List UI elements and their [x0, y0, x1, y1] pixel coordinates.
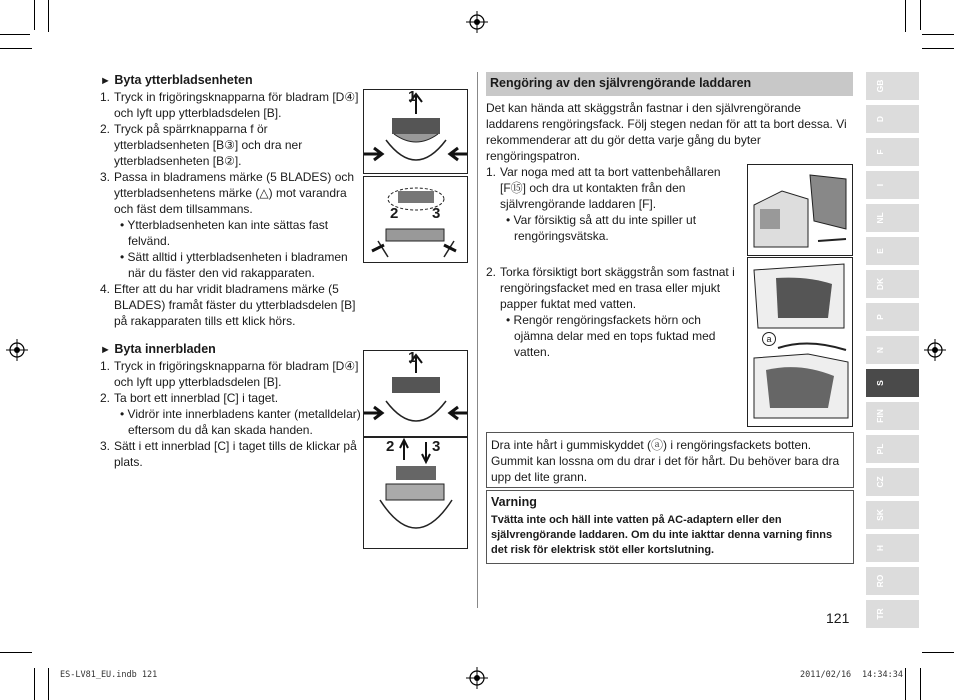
tab-dk[interactable]: DK — [866, 270, 919, 298]
footer-file: ES-LV81_EU.indb 121 — [60, 670, 158, 680]
step-4: 4. Efter att du har vridit bladramens märke (5 BLADES) framåt fäster du ytterbladsdelen [B] på rakapparaten tills ett klick hörs. — [100, 282, 356, 328]
note-text: Dra inte hårt i gummiskyddet (ⓐ) i rengöringsfackets botten. Gummit kan lossna om du drar i det för hårt. Du behöver bara dra upp det lite grann. — [491, 438, 840, 484]
tab-fin[interactable]: FIN — [866, 402, 919, 430]
figure-release-outer-blade — [363, 176, 468, 263]
registration-mark-icon — [924, 339, 946, 361]
tab-h[interactable]: H — [866, 534, 919, 562]
tab-p[interactable]: P — [866, 303, 919, 331]
tab-n[interactable]: N — [866, 336, 919, 364]
crop-mark — [0, 34, 30, 35]
bullet: • Rengör rengöringsfackets hörn och ojämna delar med en tops fuktad med vatten. — [506, 313, 716, 359]
crop-mark — [48, 668, 49, 700]
charger-illustration-icon — [748, 165, 852, 255]
tab-tr[interactable]: TR — [866, 600, 919, 628]
tab-e[interactable]: E — [866, 237, 919, 265]
step-3: 3. Passa in bladramens märke (5 BLADES) och ytterbladsenhetens märke (△) mot varandra och fäst dem tillsammans. — [100, 170, 355, 216]
tab-d[interactable]: D — [866, 105, 919, 133]
step-1: 1. Tryck in frigöringsknapparna för bladram [D④] och lyft upp ytterbladsdelen [B]. — [100, 359, 359, 389]
bullet: • Vidrör inte innerbladens kanter (metalldelar) eftersom du då kan skada handen. — [120, 407, 361, 437]
section-header — [486, 72, 853, 96]
step-2: 2. Ta bort ett innerblad [C] i taget. — [100, 391, 279, 405]
intro-paragraph: Det kan hända att skäggstrån fastnar i den självrengörande laddarens rengöringsfack. Följ stegen nedan för att ta bort dessa. Vi rekommenderar att du gör detta varje gång du byter rengöringspatron. — [486, 101, 847, 163]
crop-mark — [905, 0, 906, 32]
figure-lift-outer-blade — [363, 350, 468, 437]
shaver-illustration-icon — [364, 438, 467, 548]
tab-ro[interactable]: RO — [866, 567, 919, 595]
footer-date: 2011/02/16 — [800, 670, 852, 680]
figure-charger-remove-tank — [747, 164, 853, 256]
note-box — [486, 432, 854, 488]
section-title-inner-blade: ► Byta innerbladen — [100, 342, 216, 356]
step-number-label: 3 — [432, 205, 441, 222]
step-number-label: 1 — [408, 89, 417, 105]
right-steps — [486, 164, 738, 360]
crop-mark — [34, 0, 35, 30]
figure-remove-blade-frame — [363, 89, 468, 174]
callout-a-label: a — [762, 332, 776, 346]
crop-mark — [0, 652, 32, 653]
step-2: 2. Torka försiktigt bort skäggstrån som fastnat i rengöringsfacket med en trasa eller mjukt papper fuktat med vatten. — [486, 265, 735, 311]
left-column — [100, 72, 362, 470]
crop-mark — [920, 0, 921, 30]
crop-mark — [922, 48, 954, 49]
tab-i[interactable]: I — [866, 171, 919, 199]
crop-mark — [34, 668, 35, 700]
step-2: 2. Tryck på spärrknapparna f ör ytterbladsenheten [B③] och dra ner ytterbladsenheten [B②]. — [100, 122, 303, 168]
crop-mark — [922, 34, 954, 35]
crop-mark — [920, 668, 921, 700]
step-number-label: 2 — [386, 438, 395, 455]
warning-box — [486, 490, 854, 564]
bullet: • Sätt alltid i ytterbladsenheten i bladramen när du fäster den vid rakapparaten. — [120, 250, 348, 280]
step-3: 3. Sätt i ett innerblad [C] i taget tills de klickar på plats. — [100, 439, 357, 469]
step-1: 1. Tryck in frigöringsknapparna för bladram [D④] och lyft upp ytterbladsdelen [B]. — [100, 90, 359, 120]
figure-cleaning-compartment — [747, 257, 853, 427]
bullet: • Var försiktig så att du inte spiller ut rengöringsvätska. — [506, 213, 697, 243]
step-1: 1. Var noga med att ta bort vattenbehållaren [F⑮] och dra ut kontakten från den självrengörande laddaren [F]. — [486, 165, 721, 211]
crop-mark — [905, 668, 906, 700]
column-divider — [477, 72, 478, 608]
registration-mark-icon — [466, 667, 488, 689]
shaver-illustration-icon — [364, 177, 467, 262]
figure-inner-blades — [363, 437, 468, 549]
tab-gb[interactable]: GB — [866, 72, 919, 100]
registration-mark-icon — [6, 339, 28, 361]
tab-s[interactable]: S — [866, 369, 919, 397]
section-header-title: Rengöring av den självrengörande laddaren — [490, 76, 752, 90]
page-number: 121 — [826, 610, 850, 626]
crop-mark — [48, 0, 49, 32]
step-number-label: 2 — [390, 205, 399, 222]
tab-f[interactable]: F — [866, 138, 919, 166]
step-number-label: 1 — [408, 350, 417, 366]
warning-text: Tvätta inte och häll inte vatten på AC-adaptern eller den självrengörande laddaren. Om du inte iakttar denna varning finns det risk för elektrisk stöt eller kortslutning. — [491, 514, 833, 556]
warning-title: Varning — [491, 495, 537, 509]
crop-mark — [0, 48, 32, 49]
step-number-label: 3 — [432, 438, 441, 455]
section-title-outer-blade: ► Byta ytterbladsenheten — [100, 73, 253, 87]
bullet: • Ytterbladsenheten kan inte sättas fast felvänd. — [120, 218, 329, 248]
tab-sk[interactable]: SK — [866, 501, 919, 529]
crop-mark — [922, 652, 954, 653]
tab-nl[interactable]: NL — [866, 204, 919, 232]
registration-mark-icon — [466, 11, 488, 33]
tab-cz[interactable]: CZ — [866, 468, 919, 496]
tab-pl[interactable]: PL — [866, 435, 919, 463]
footer-time: 14:34:34 — [862, 670, 903, 680]
